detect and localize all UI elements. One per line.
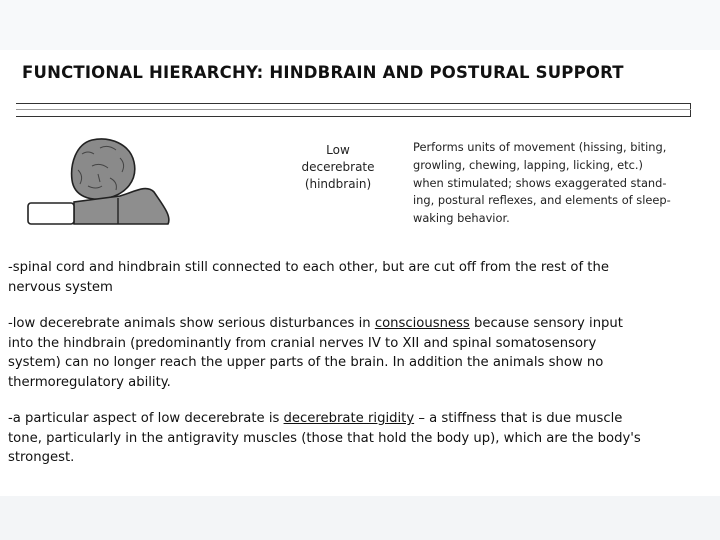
title-divider-line [16, 109, 691, 110]
note-line: thermoregulatory ability. [8, 374, 171, 390]
page-title: FUNCTIONAL HIERARCHY: HINDBRAIN AND POSTURAL SUPPORT [22, 63, 624, 82]
note-line: strongest. [8, 450, 75, 465]
note-line: into the hindbrain (predominantly from cranial nerves IV to XII and spinal somatosensory [8, 335, 597, 351]
description-line: growling, chewing, lapping, licking, etc.) [413, 157, 643, 172]
top-margin [0, 0, 720, 50]
figure-label-line: decerebrate [301, 160, 375, 174]
note-text: – a stiffness that is due muscle [414, 411, 623, 426]
note-line [8, 314, 714, 334]
description-line: when stimulated; shows exaggerated stand- [413, 175, 667, 190]
note-line: tone, particularly in the antigravity muscles (those that hold the body up), which are the body's [8, 430, 641, 446]
key-term-consciousness: consciousness [374, 316, 470, 331]
note-text: -a particular aspect of low decerebrate is [8, 411, 284, 426]
figure-description [413, 139, 713, 228]
title-divider-box [16, 103, 691, 117]
notes-body [8, 258, 714, 485]
figure-label-line: Low [326, 143, 350, 157]
description-line: ing, postural reflexes, and elements of sleep- [413, 193, 671, 208]
figure-label [292, 142, 384, 193]
spinal-cord-shape [28, 203, 74, 224]
note-paragraph-1 [8, 258, 714, 297]
cerebellum-shape [72, 139, 135, 199]
bottom-margin [0, 496, 720, 540]
note-line: system) can no longer reach the upper parts of the brain. In addition the animals show no [8, 355, 604, 370]
note-line [8, 409, 714, 429]
note-line: nervous system [8, 279, 113, 295]
description-line: Performs units of movement (hissing, biting, [413, 140, 667, 154]
hindbrain-diagram [22, 130, 182, 230]
note-text: -low decerebrate animals show serious disturbances in [8, 316, 375, 331]
key-term-decerebrate-rigidity: decerebrate rigidity [283, 411, 415, 426]
description-line: waking behavior. [413, 211, 510, 226]
note-paragraph-3 [8, 409, 714, 468]
figure-label-line: (hindbrain) [304, 177, 372, 191]
note-line: -spinal cord and hindbrain still connected to each other, but are cut off from the rest of the [8, 260, 609, 275]
note-text: because sensory input [469, 316, 623, 331]
note-paragraph-2 [8, 314, 714, 392]
